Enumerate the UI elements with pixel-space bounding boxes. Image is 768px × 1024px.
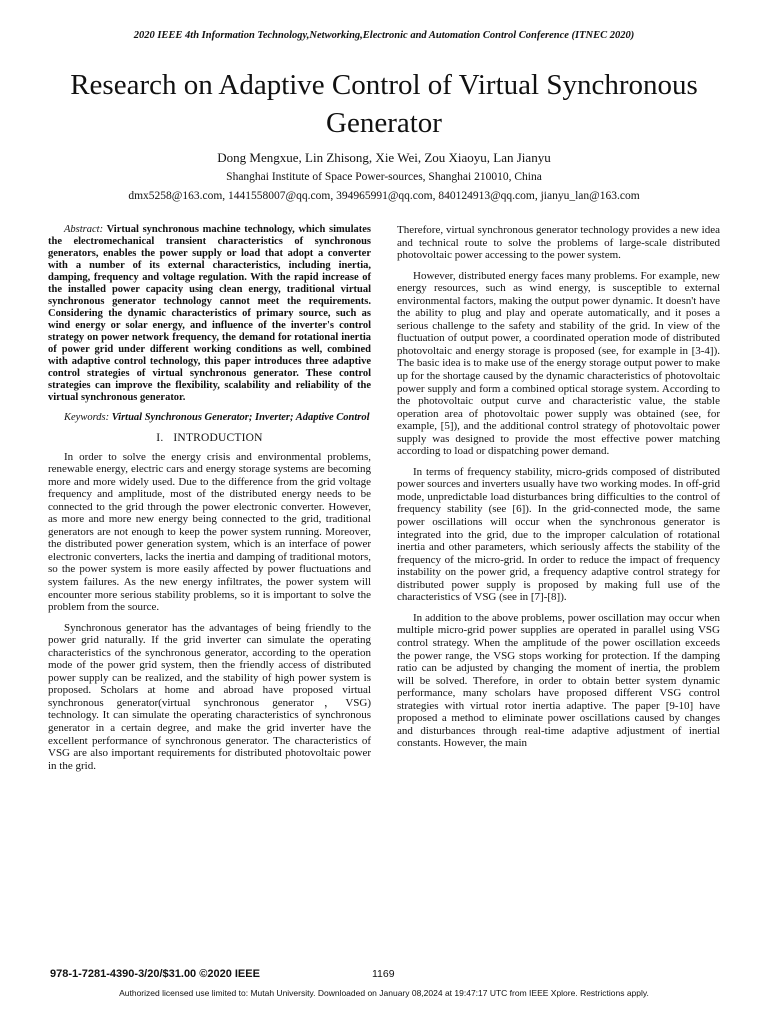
keywords-text: Virtual Synchronous Generator; Inverter; Adaptive Control	[111, 412, 370, 423]
author-list: Dong Mengxue, Lin Zhisong, Xie Wei, Zou Xiaoyu, Lan Jianyu	[217, 150, 551, 165]
affiliation: Shanghai Institute of Space Power-sources, Shanghai 210010, China	[226, 171, 542, 183]
conference-header: 2020 IEEE 4th Information Technology,Networking,Electronic and Automation Control Conference (ITNEC 2020)	[133, 30, 635, 41]
left-column	[48, 224, 371, 780]
abstract-label: Abstract:	[64, 224, 104, 235]
page-number: 1169	[372, 968, 395, 980]
abstract	[48, 224, 371, 404]
right-column	[397, 224, 720, 758]
section-number: I.	[156, 432, 164, 444]
body-paragraph: In terms of frequency stability, micro-grids composed of distributed power sources and inverters usually have two working modes. In off-grid mode, unpredictable load disturbances bring difficulties to the control of frequency stability (see [6]). In the grid-connected mode, the same power oscillations will occur when the synchronous generator is integrated into the grid, due to the improper calculation of rotational inertia and other parameters, which seriously affects the stability of the frequency of the micro-grid. In order to reduce the impact of frequency instability on the power grid, a frequency adaptive control strategy for distributed power supply is proposed by making full use of the characteristics of VSG (see in [7]-[8]).	[397, 465, 720, 604]
isbn-copyright: 978-1-7281-4390-3/20/$31.00 ©2020 IEEE	[50, 968, 260, 980]
keywords	[48, 412, 371, 424]
abstract-text: Virtual synchronous machine technology, which simulates the electromechanical transient characteristics of synchronous generators, enables the power supply or load that adopt a converter with a number of its external characteristics, including inertia, damping, frequency and voltage regulation. With the rapid increase of the installed power capacity using clean energy, traditional virtual synchronous generator technology cannot meet the requirements. Considering the dynamic characteristics of primary source, such as wind energy or solar energy, and influence of the inverter's control strategy on power network frequency, the demand for rotational inertia of power grid under different working conditions as well, combined with adaptive control technology, this paper introduces three adaptive control strategies of virtual synchronous generator. These control strategies can improve the flexibility, scalability and reliability of the virtual synchronous generator.	[48, 224, 371, 403]
author-emails: dmx5258@163.com, 1441558007@qq.com, 394965991@qq.com, 840124913@qq.com, jianyu_lan@163.com	[128, 190, 640, 202]
body-paragraph: In addition to the above problems, power oscillation may occur when multiple micro-grid power supplies are operated in parallel using VSG control strategy. When the amplitude of the power oscillation exceeds the power range, the VSG stops working for protection. If the damping ratio can be adjusted by changing the moment of inertia, the problem will be solved. Therefore, in order to obtain better system dynamic performance, many scholars have proposed different VSG control strategies with virtual rotor inertia adaptive. The paper [9-10] have proposed a method to eliminate power oscillations caused by changes and disturbances through real-time adaptive adjustment of inertial constants. However, the main	[397, 611, 720, 750]
license-notice: Authorized licensed use limited to: Mutah University. Downloaded on January 08,2024 at 19:47:17 UTC from IEEE Xplore. Restrictions apply.	[119, 988, 649, 998]
body-paragraph: In order to solve the energy crisis and environmental problems, renewable energy, electric cars and energy storage systems are becoming more and more widely used. Due to the difference from the grid voltage frequency and amplitude, most of the distributed energy needs to be connected to the grid through the power electronic converter. However, as more and more new energy being connected to the grid, traditional generators are not enough to keep the power system running. Moreover, the distributed power generation system, which is an interface of power electronic converters, lacks the inertia and damping of traditional motors, so the power system is more easily affected by power fluctuations and system failures. As the new energy infiltrates, the power system will encounter more serious stability problems, so it is important to solve the problem from the source.	[48, 450, 371, 614]
body-paragraph: However, distributed energy faces many problems. For example, new energy resources, such as wind energy, is susceptible to external environmental factors, making the output power dynamic. It doesn't have the ability to plug and play and operate automatically, and it poses a serious challenge to the safety and stability of the grid. In view of the fluctuation of output power, a coordinated operation mode of distributed photovoltaic and energy storage is proposed (see, for example in [3-4]). The basic idea is to make use of the energy storage output power to make up for the shortage caused by the dynamic characteristics of photovoltaic power supply and form a combined optical storage system. According to the photovoltaic output curve and characteristic value, the stable operation area of photovoltaic power supply was obtained (see, for example, [5]), and the additional control strategy of photovoltaic power supply was designed to provide the most effective power matching according to load or dispatching power demand.	[397, 269, 720, 458]
paper-title: Research on Adaptive Control of Virtual Synchronous Generator	[70, 69, 698, 139]
keywords-label: Keywords:	[64, 412, 110, 423]
body-paragraph: Synchronous generator has the advantages of being friendly to the power grid naturally. If the grid inverter can simulate the operating characteristics of the synchronous generator, according to the operation mode of the power grid system, then the friendly access of distributed power supply can be realized, and the stability of high power system is proposed. Scholars at home and abroad have proposed virtual synchronous generator(virtual synchronous generator，VSG) technology. It can simulate the operating characteristics of synchronous generator in a certain degree, and make the grid inverter have the excellent performance of synchronous generator. The characteristics of VSG are also important requirements for distributed photovoltaic power in the grid.	[48, 621, 371, 772]
body-paragraph: Therefore, virtual synchronous generator technology provides a new idea and technical route to solve the problems of large-scale distributed photovoltaic power accessing to the power system.	[397, 224, 720, 262]
section-title: INTRODUCTION	[173, 432, 263, 444]
section-heading-introduction	[48, 432, 371, 445]
